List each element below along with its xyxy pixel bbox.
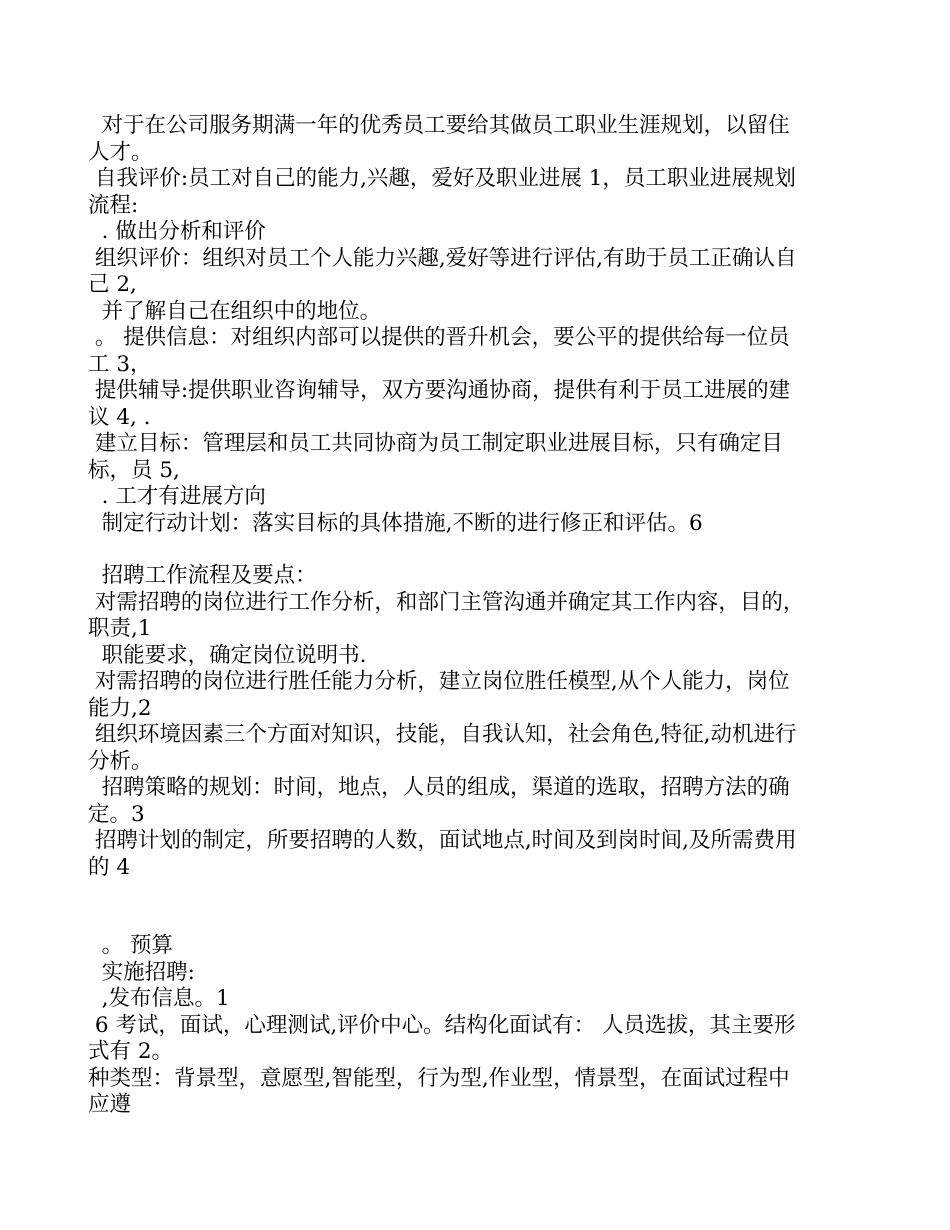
text-line: 建立目标：管理层和员工共同协商为员工制定职业进展目标，只有确定目	[88, 431, 783, 456]
text-line: 招聘计划的制定，所要招聘的人数，面试地点,时间及到岗时间,及所需费用	[88, 828, 797, 853]
text-line: 并了解自己在组织中的地位。	[88, 298, 382, 324]
text-line: 议 4, .	[88, 404, 151, 430]
text-line: 对需招聘的岗位进行胜任能力分析，建立岗位胜任模型,从个人能力，岗位	[88, 669, 790, 694]
text-line: 的 4	[88, 854, 131, 880]
section-career-planning	[88, 113, 858, 537]
text-line: 职责,1	[88, 616, 152, 641]
text-line: 标，员 5,	[88, 457, 180, 483]
text-line: 组织环境因素三个方面对知识，技能，自我认知，社会角色,特征,动机进行	[88, 722, 797, 747]
text-line: 招聘工作流程及要点：	[88, 563, 317, 588]
text-line: 己 2,	[88, 272, 137, 297]
text-line: 制定行动计划：落实目标的具体措施,不断的进行修正和评估。6	[88, 510, 703, 536]
text-line: 式有 2。	[88, 1039, 174, 1064]
text-line: 应遵	[88, 1092, 132, 1117]
text-line: 对于在公司服务期满一年的优秀员工要给其做员工职业生涯规划，以留住	[88, 113, 790, 138]
text-line: 定。3	[88, 801, 145, 827]
text-line: 实施招聘:	[88, 959, 195, 985]
text-line: 招聘策略的规划：时间，地点，人员的组成，渠道的选取，招聘方法的确	[88, 775, 790, 800]
text-line: ,发布信息。1	[88, 986, 230, 1011]
text-line: 提供辅导:提供职业咨询辅导，双方要沟通协商，提供有利于员工进展的建	[88, 378, 791, 403]
text-line: 人才。	[88, 139, 153, 165]
text-line: 自我评价:员工对自己的能力,兴趣，爱好及职业进展 1，员工职业进展规划	[88, 166, 796, 191]
text-line: 组织评价：组织对员工个人能力兴趣,爱好等进行评估,有助于员工正确认自	[88, 245, 797, 271]
document-page	[88, 113, 858, 1119]
text-line: 种类型：背景型，意愿型,智能型，行为型,作业型，情景型，在面试过程中	[88, 1065, 790, 1091]
text-line: 对需招聘的岗位进行工作分析，和部门主管沟通并确定其工作内容，目的，	[88, 589, 805, 615]
paragraph-gap	[88, 537, 858, 563]
text-line: . 工才有进展方向	[88, 484, 266, 509]
text-line: 职能要求，确定岗位说明书.	[88, 642, 367, 668]
text-line: 分析。	[88, 748, 153, 774]
section-implementation	[88, 933, 858, 1119]
text-line: 能力,2	[88, 695, 152, 721]
text-line: 工 3，	[88, 351, 152, 377]
paragraph-gap	[88, 881, 858, 933]
text-line: 6 考试，面试，心理测试,评价中心。结构化面试有： 人员选拔，其主要形	[88, 1012, 796, 1038]
text-line: 。 提供信息：对组织内部可以提供的晋升机会，要公平的提供给每一位员	[88, 325, 790, 350]
text-line: 。 预算	[88, 933, 174, 958]
section-recruitment-process	[88, 563, 858, 881]
text-line: . 做出分析和评价	[88, 219, 266, 244]
text-line: 流程:	[88, 192, 139, 218]
